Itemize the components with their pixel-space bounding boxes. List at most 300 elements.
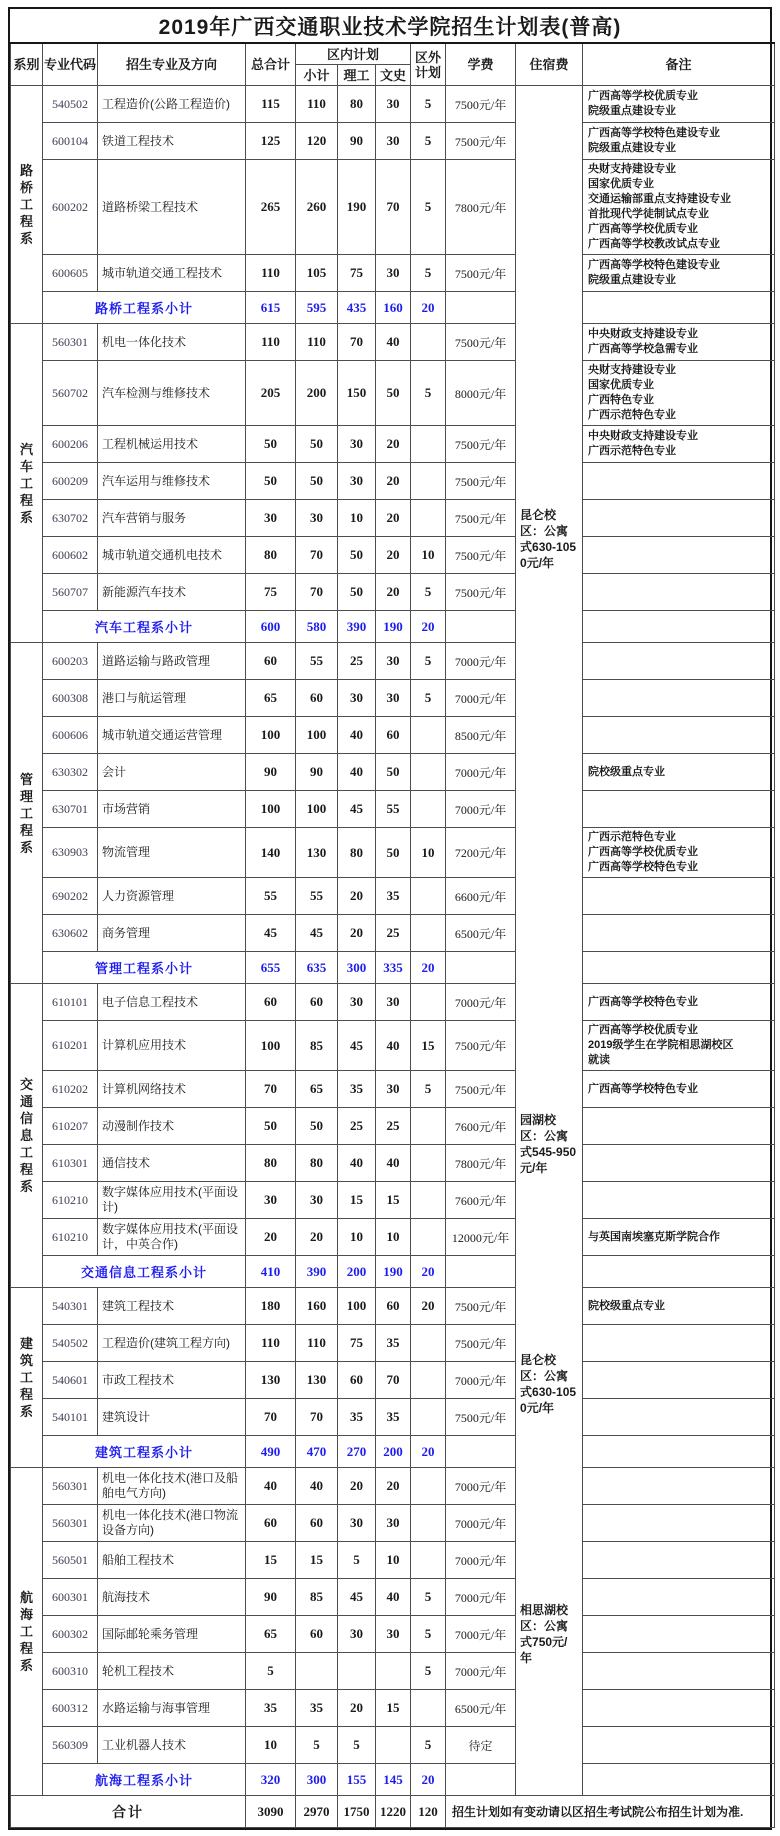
major-row: [11, 1108, 775, 1145]
major-row: [11, 1579, 775, 1616]
admission-plan-table: [10, 42, 775, 1828]
major-row: [11, 86, 775, 123]
major-code: 560301: [43, 1468, 98, 1505]
remark-line: 央财支持建设专业: [588, 163, 677, 175]
plan-liberal-arts: 50: [376, 828, 411, 878]
remark-cell: [583, 1579, 775, 1616]
major-row: [11, 1288, 775, 1325]
major-code: 630702: [43, 500, 98, 537]
remark-cell: [583, 878, 775, 915]
plan-science: 30: [338, 463, 376, 500]
plan-total: 50: [246, 426, 296, 463]
plan-science: 45: [338, 1579, 376, 1616]
plan-liberal-arts: 20: [376, 426, 411, 463]
subtotal-outside: 20: [411, 611, 446, 643]
tuition-value: 7500元/年: [446, 500, 516, 537]
major-row: [11, 1325, 775, 1362]
subtotal-total: 655: [246, 952, 296, 984]
plan-liberal-arts: 30: [376, 984, 411, 1021]
remark-cell: [583, 500, 775, 537]
plan-outside: 5: [411, 86, 446, 123]
plan-outside: [411, 500, 446, 537]
plan-science: 15: [338, 1182, 376, 1219]
major-row: [11, 828, 775, 878]
plan-liberal-arts: 50: [376, 361, 411, 426]
subtotal-label: 管理工程系小计: [43, 952, 246, 984]
plan-region-subtotal: [296, 1653, 338, 1690]
remark-cell: [583, 1325, 775, 1362]
major-code: 600203: [43, 643, 98, 680]
major-name: 市场营销: [98, 791, 246, 828]
admission-plan-sheet: [8, 7, 772, 1830]
remark-line: 院级重点建设专业: [588, 142, 677, 154]
plan-total: 45: [246, 915, 296, 952]
major-row: [11, 1021, 775, 1071]
subtotal-tuition-empty: [446, 611, 516, 643]
plan-liberal-arts: 30: [376, 123, 411, 160]
subtotal-outside: 20: [411, 952, 446, 984]
subtotal-label: 路桥工程系小计: [43, 292, 246, 324]
plan-total: 110: [246, 1325, 296, 1362]
plan-liberal-arts: 50: [376, 754, 411, 791]
plan-total: 10: [246, 1727, 296, 1764]
plan-outside: [411, 1690, 446, 1727]
major-name: 工程造价(公路工程造价): [98, 86, 246, 123]
subtotal-remark-empty: [583, 952, 775, 984]
plan-region-subtotal: 130: [296, 1362, 338, 1399]
remark-line: 广西高等学校优质专业: [588, 1024, 699, 1036]
plan-outside: 20: [411, 1288, 446, 1325]
major-name: 船舶工程技术: [98, 1542, 246, 1579]
plan-outside: [411, 324, 446, 361]
plan-outside: 5: [411, 643, 446, 680]
plan-total: 265: [246, 160, 296, 255]
tuition-value: 7000元/年: [446, 754, 516, 791]
tuition-value: 7800元/年: [446, 160, 516, 255]
remark-line: 院级重点建设专业: [588, 105, 677, 117]
plan-total: 80: [246, 537, 296, 574]
major-row: [11, 1362, 775, 1399]
plan-science: 30: [338, 1616, 376, 1653]
plan-total: 110: [246, 255, 296, 292]
plan-science: 30: [338, 1505, 376, 1542]
subtotal-remark-empty: [583, 1436, 775, 1468]
tuition-value: 7500元/年: [446, 1325, 516, 1362]
major-row: [11, 1468, 775, 1505]
plan-liberal-arts: 70: [376, 160, 411, 255]
remark-cell: [583, 361, 775, 426]
dept-label: 航海工程系: [19, 1590, 33, 1673]
plan-region-subtotal: 200: [296, 361, 338, 426]
major-row: [11, 324, 775, 361]
major-name: 道路运输与路政管理: [98, 643, 246, 680]
remark-cell: [583, 255, 775, 292]
major-code: 540301: [43, 1288, 98, 1325]
remark-line: 院校级重点专业: [588, 765, 666, 778]
major-row: [11, 1399, 775, 1436]
subtotal-label: 交通信息工程系小计: [43, 1256, 246, 1288]
tuition-value: 7500元/年: [446, 1288, 516, 1325]
plan-science: 10: [338, 1219, 376, 1256]
major-name: 会计: [98, 754, 246, 791]
major-row: [11, 1145, 775, 1182]
plan-science: [338, 1653, 376, 1690]
plan-science: 45: [338, 1021, 376, 1071]
major-name: 动漫制作技术: [98, 1108, 246, 1145]
grand-region-subtotal: 2970: [296, 1796, 338, 1828]
major-name: 建筑工程技术: [98, 1288, 246, 1325]
plan-outside: 15: [411, 1021, 446, 1071]
major-code: 600605: [43, 255, 98, 292]
tuition-value: 7000元/年: [446, 1505, 516, 1542]
subtotal-liberal-arts: 190: [376, 611, 411, 643]
remark-cell: [583, 1108, 775, 1145]
remark-line: 广西高等学校优质专业: [588, 90, 699, 102]
plan-region-subtotal: 70: [296, 574, 338, 611]
plan-total: 100: [246, 717, 296, 754]
tuition-value: 7500元/年: [446, 1399, 516, 1436]
dept-cell: [11, 1468, 43, 1796]
major-name: 工程造价(建筑工程方向): [98, 1325, 246, 1362]
subtotal-row: [11, 1764, 775, 1796]
subtotal-liberal-arts: 190: [376, 1256, 411, 1288]
major-code: 560301: [43, 1505, 98, 1542]
major-row: [11, 915, 775, 952]
remark-cell: [583, 1288, 775, 1325]
plan-region-subtotal: 85: [296, 1021, 338, 1071]
accommodation-cell: [516, 86, 583, 1796]
plan-total: 115: [246, 86, 296, 123]
plan-total: 30: [246, 1182, 296, 1219]
remark-cell: [583, 828, 775, 878]
major-code: 600302: [43, 1616, 98, 1653]
plan-outside: [411, 1542, 446, 1579]
plan-region-subtotal: 65: [296, 1071, 338, 1108]
plan-science: 35: [338, 1071, 376, 1108]
plan-liberal-arts: 20: [376, 537, 411, 574]
subtotal-science: 200: [338, 1256, 376, 1288]
subtotal-label: 建筑工程系小计: [43, 1436, 246, 1468]
remark-line: 广西示范特色专业: [588, 445, 677, 457]
remark-cell: [583, 1182, 775, 1219]
major-name: 道路桥梁工程技术: [98, 160, 246, 255]
remark-cell: [583, 791, 775, 828]
plan-region-subtotal: 50: [296, 1108, 338, 1145]
plan-region-subtotal: 60: [296, 1505, 338, 1542]
major-name: 建筑设计: [98, 1399, 246, 1436]
remark-line: 广西高等学校教改试点专业: [588, 238, 721, 250]
table-body: [11, 86, 775, 1828]
col-header-major: 招生专业及方向: [98, 43, 246, 86]
plan-total: 90: [246, 754, 296, 791]
major-row: [11, 643, 775, 680]
plan-region-subtotal: 70: [296, 537, 338, 574]
plan-outside: [411, 915, 446, 952]
subtotal-remark-empty: [583, 611, 775, 643]
plan-science: 80: [338, 828, 376, 878]
major-row: [11, 1542, 775, 1579]
plan-region-subtotal: 130: [296, 828, 338, 878]
plan-science: 40: [338, 1145, 376, 1182]
subtotal-outside: 20: [411, 292, 446, 324]
major-row: [11, 1653, 775, 1690]
plan-science: 25: [338, 1108, 376, 1145]
plan-science: 10: [338, 500, 376, 537]
remark-cell: [583, 426, 775, 463]
remark-line: 院级重点建设专业: [588, 274, 677, 286]
tuition-value: 7800元/年: [446, 1145, 516, 1182]
col-header-code: 专业代码: [43, 43, 98, 86]
major-row: [11, 1182, 775, 1219]
plan-outside: [411, 1325, 446, 1362]
plan-region-subtotal: 5: [296, 1727, 338, 1764]
major-row: [11, 754, 775, 791]
plan-outside: 5: [411, 1727, 446, 1764]
plan-region-subtotal: 120: [296, 123, 338, 160]
major-code: 600209: [43, 463, 98, 500]
col-header-liberal-arts: 文史: [376, 65, 411, 86]
plan-liberal-arts: 35: [376, 878, 411, 915]
major-code: 600206: [43, 426, 98, 463]
major-row: [11, 680, 775, 717]
major-code: 600308: [43, 680, 98, 717]
major-row: [11, 537, 775, 574]
plan-total: 40: [246, 1468, 296, 1505]
remark-line: 国家优质专业: [588, 178, 655, 190]
remark-cell: [583, 1653, 775, 1690]
plan-total: 5: [246, 1653, 296, 1690]
tuition-value: 待定: [446, 1727, 516, 1764]
major-code: 600202: [43, 160, 98, 255]
tuition-value: 7500元/年: [446, 255, 516, 292]
major-name: 航海技术: [98, 1579, 246, 1616]
major-name: 工业机器人技术: [98, 1727, 246, 1764]
tuition-value: 7000元/年: [446, 680, 516, 717]
major-name: 港口与航运管理: [98, 680, 246, 717]
subtotal-science: 390: [338, 611, 376, 643]
plan-liberal-arts: 40: [376, 1145, 411, 1182]
major-code: 630701: [43, 791, 98, 828]
plan-region-subtotal: 30: [296, 1182, 338, 1219]
subtotal-total: 600: [246, 611, 296, 643]
subtotal-science: 270: [338, 1436, 376, 1468]
subtotal-row: [11, 1436, 775, 1468]
major-code: 540601: [43, 1362, 98, 1399]
plan-total: 30: [246, 500, 296, 537]
remark-cell: [583, 324, 775, 361]
subtotal-liberal-arts: 160: [376, 292, 411, 324]
remark-line: 交通运输部重点支持建设专业: [588, 193, 732, 205]
major-row: [11, 1219, 775, 1256]
dept-label: 交通信息工程系: [19, 1077, 33, 1194]
plan-liberal-arts: 30: [376, 643, 411, 680]
remark-line: 国家优质专业: [588, 379, 655, 391]
remark-line: 首批现代学徒制试点专业: [588, 208, 710, 220]
subtotal-tuition-empty: [446, 292, 516, 324]
plan-liberal-arts: 20: [376, 574, 411, 611]
remark-cell: [583, 160, 775, 255]
plan-outside: [411, 1182, 446, 1219]
plan-science: 20: [338, 915, 376, 952]
major-row: [11, 1505, 775, 1542]
plan-outside: 5: [411, 574, 446, 611]
major-row: [11, 574, 775, 611]
major-name: 汽车运用与维修技术: [98, 463, 246, 500]
plan-liberal-arts: 15: [376, 1690, 411, 1727]
remark-line: 广西高等学校特色专业: [588, 861, 699, 873]
major-code: 610207: [43, 1108, 98, 1145]
plan-liberal-arts: 30: [376, 680, 411, 717]
plan-liberal-arts: 25: [376, 915, 411, 952]
subtotal-outside: 20: [411, 1764, 446, 1796]
subtotal-science: 300: [338, 952, 376, 984]
remark-cell: [583, 1505, 775, 1542]
major-name: 机电一体化技术(港口物流设备方向): [98, 1505, 246, 1542]
tuition-value: 7000元/年: [446, 1468, 516, 1505]
plan-region-subtotal: 70: [296, 1399, 338, 1436]
accommodation-note: 昆仑校区：公寓式630-1050元/年: [520, 1352, 577, 1415]
major-name: 机电一体化技术: [98, 324, 246, 361]
major-name: 机电一体化技术(港口及船舶电气方向): [98, 1468, 246, 1505]
col-header-remark: 备注: [583, 43, 775, 86]
plan-outside: [411, 1399, 446, 1436]
remark-line: 广西示范特色专业: [588, 409, 677, 421]
plan-science: 40: [338, 754, 376, 791]
subtotal-region-subtotal: 595: [296, 292, 338, 324]
plan-liberal-arts: 25: [376, 1108, 411, 1145]
tuition-value: 7500元/年: [446, 324, 516, 361]
plan-science: 20: [338, 1690, 376, 1727]
plan-science: 5: [338, 1727, 376, 1764]
plan-outside: 5: [411, 1071, 446, 1108]
subtotal-total: 320: [246, 1764, 296, 1796]
remark-cell: [583, 754, 775, 791]
major-row: [11, 426, 775, 463]
major-row: [11, 1071, 775, 1108]
tuition-value: 7500元/年: [446, 426, 516, 463]
plan-region-subtotal: 110: [296, 1325, 338, 1362]
dept-label: 汽车工程系: [19, 441, 33, 525]
major-code: 610101: [43, 984, 98, 1021]
plan-liberal-arts: 30: [376, 86, 411, 123]
remark-cell: [583, 1468, 775, 1505]
remark-line: 中央财政支持建设专业: [588, 328, 699, 340]
plan-total: 65: [246, 1616, 296, 1653]
plan-total: 50: [246, 463, 296, 500]
plan-outside: 5: [411, 1616, 446, 1653]
remark-cell: [583, 1542, 775, 1579]
tuition-value: 7000元/年: [446, 791, 516, 828]
plan-total: 60: [246, 1505, 296, 1542]
tuition-value: 8500元/年: [446, 717, 516, 754]
col-header-total: 总合计: [246, 43, 296, 86]
plan-total: 75: [246, 574, 296, 611]
tuition-value: 7000元/年: [446, 984, 516, 1021]
plan-total: 20: [246, 1219, 296, 1256]
remark-line: 广西高等学校特色建设专业: [588, 127, 721, 139]
grand-total: 3090: [246, 1796, 296, 1828]
plan-liberal-arts: 30: [376, 255, 411, 292]
remark-line: 广西示范特色专业: [588, 831, 677, 843]
grand-science: 1750: [338, 1796, 376, 1828]
major-code: 600312: [43, 1690, 98, 1727]
plan-outside: [411, 1145, 446, 1182]
plan-total: 205: [246, 361, 296, 426]
plan-region-subtotal: 260: [296, 160, 338, 255]
plan-science: 190: [338, 160, 376, 255]
plan-region-subtotal: 105: [296, 255, 338, 292]
tuition-value: 6600元/年: [446, 878, 516, 915]
plan-total: 65: [246, 680, 296, 717]
tuition-value: 7500元/年: [446, 86, 516, 123]
tuition-value: 6500元/年: [446, 915, 516, 952]
remark-line: 2019级学生在学院相思湖校区: [588, 1039, 734, 1051]
plan-science: 50: [338, 574, 376, 611]
plan-region-subtotal: 90: [296, 754, 338, 791]
remark-cell: [583, 1616, 775, 1653]
plan-science: 20: [338, 1468, 376, 1505]
dept-label: 路桥工程系: [19, 163, 33, 246]
plan-liberal-arts: 15: [376, 1182, 411, 1219]
col-header-region-plan: 区内计划: [296, 43, 411, 65]
tuition-value: 7000元/年: [446, 1362, 516, 1399]
plan-science: 30: [338, 984, 376, 1021]
plan-science: 35: [338, 1399, 376, 1436]
remark-cell: [583, 574, 775, 611]
major-name: 新能源汽车技术: [98, 574, 246, 611]
major-name: 市政工程技术: [98, 1362, 246, 1399]
col-header-science: 理工: [338, 65, 376, 86]
plan-liberal-arts: 60: [376, 717, 411, 754]
plan-region-subtotal: 110: [296, 324, 338, 361]
major-name: 工程机械运用技术: [98, 426, 246, 463]
major-code: 600104: [43, 123, 98, 160]
subtotal-row: [11, 1256, 775, 1288]
plan-liberal-arts: 30: [376, 1616, 411, 1653]
remark-cell: [583, 643, 775, 680]
plan-total: 15: [246, 1542, 296, 1579]
tuition-value: 7000元/年: [446, 1579, 516, 1616]
accommodation-note: 相思湖校区：公寓式750元/年: [520, 1602, 569, 1665]
plan-science: 100: [338, 1288, 376, 1325]
plan-outside: [411, 791, 446, 828]
subtotal-row: [11, 952, 775, 984]
accommodation-note: 园湖校区：公寓式545-950元/年: [520, 1112, 577, 1175]
remark-line: 广西高等学校优质专业: [588, 846, 699, 858]
plan-total: 60: [246, 984, 296, 1021]
table-header: [11, 43, 775, 86]
major-name: 城市轨道交通机电技术: [98, 537, 246, 574]
dept-label: 管理工程系: [19, 771, 33, 855]
col-header-outside-plan: 区外计划: [411, 43, 446, 86]
plan-outside: 5: [411, 361, 446, 426]
remark-cell: [583, 1362, 775, 1399]
remark-cell: [583, 463, 775, 500]
major-code: 610202: [43, 1071, 98, 1108]
remark-line: 与英国南埃塞克斯学院合作: [588, 1230, 721, 1243]
plan-total: 50: [246, 1108, 296, 1145]
plan-liberal-arts: 20: [376, 463, 411, 500]
major-code: 630302: [43, 754, 98, 791]
plan-region-subtotal: 35: [296, 1690, 338, 1727]
remark-cell: [583, 1219, 775, 1256]
major-code: 610301: [43, 1145, 98, 1182]
major-row: [11, 361, 775, 426]
dept-cell: [11, 984, 43, 1288]
remark-cell: [583, 915, 775, 952]
remark-line: 就读: [588, 1054, 611, 1066]
dept-cell: [11, 324, 43, 643]
